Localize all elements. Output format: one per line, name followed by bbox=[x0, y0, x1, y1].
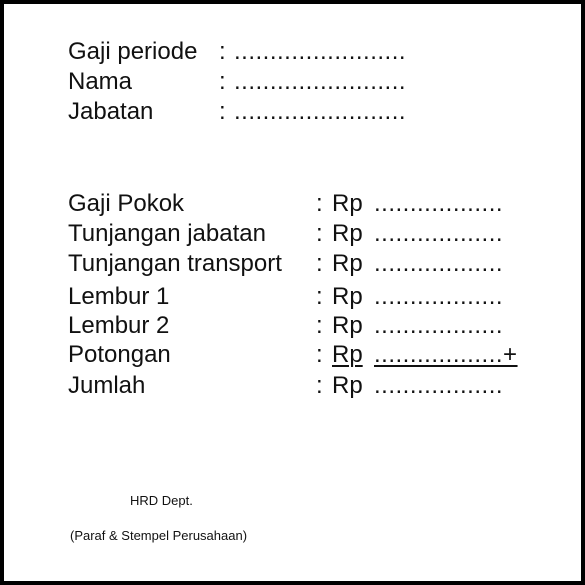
pay-item-blank: ..................+ bbox=[374, 341, 518, 368]
field-separator: : bbox=[219, 38, 226, 65]
pay-item-currency: Rp bbox=[332, 372, 363, 399]
field-blank: ........................ bbox=[234, 68, 407, 95]
field-label: Nama bbox=[68, 68, 133, 95]
pay-item-label: Gaji Pokok bbox=[68, 190, 185, 217]
field-blank: ........................ bbox=[234, 38, 407, 65]
pay-item-separator: : bbox=[316, 283, 323, 310]
pay-item-currency: Rp bbox=[332, 190, 363, 217]
pay-item-separator: : bbox=[316, 341, 323, 368]
pay-item-currency: Rp bbox=[332, 220, 363, 247]
field-separator: : bbox=[219, 68, 226, 95]
field-label: Gaji periode bbox=[68, 38, 198, 65]
pay-item-blank: .................. bbox=[374, 312, 504, 339]
department-label: HRD Dept. bbox=[130, 493, 193, 508]
pay-item-label: Potongan bbox=[68, 341, 171, 368]
pay-item-separator: : bbox=[316, 190, 323, 217]
field-blank: ........................ bbox=[234, 98, 407, 125]
field-separator: : bbox=[219, 98, 226, 125]
field-label: Jabatan bbox=[68, 98, 154, 125]
pay-item-label: Lembur 2 bbox=[68, 312, 170, 339]
pay-item-currency: Rp bbox=[332, 250, 363, 277]
pay-item-separator: : bbox=[316, 372, 323, 399]
pay-item-currency: Rp bbox=[332, 341, 363, 368]
pay-item-separator: : bbox=[316, 220, 323, 247]
pay-item-blank: .................. bbox=[374, 250, 504, 277]
pay-item-label: Jumlah bbox=[68, 372, 146, 399]
pay-item-blank: .................. bbox=[374, 372, 504, 399]
pay-item-blank: .................. bbox=[374, 190, 504, 217]
pay-item-label: Tunjangan jabatan bbox=[68, 220, 266, 247]
signature-note: (Paraf & Stempel Perusahaan) bbox=[70, 528, 248, 543]
pay-item-currency: Rp bbox=[332, 312, 363, 339]
pay-item-separator: : bbox=[316, 312, 323, 339]
pay-item-label: Tunjangan transport bbox=[68, 250, 282, 277]
pay-item-currency: Rp bbox=[332, 283, 363, 310]
pay-item-blank: .................. bbox=[374, 283, 504, 310]
pay-item-blank: .................. bbox=[374, 220, 504, 247]
pay-item-label: Lembur 1 bbox=[68, 283, 170, 310]
pay-item-separator: : bbox=[316, 250, 323, 277]
